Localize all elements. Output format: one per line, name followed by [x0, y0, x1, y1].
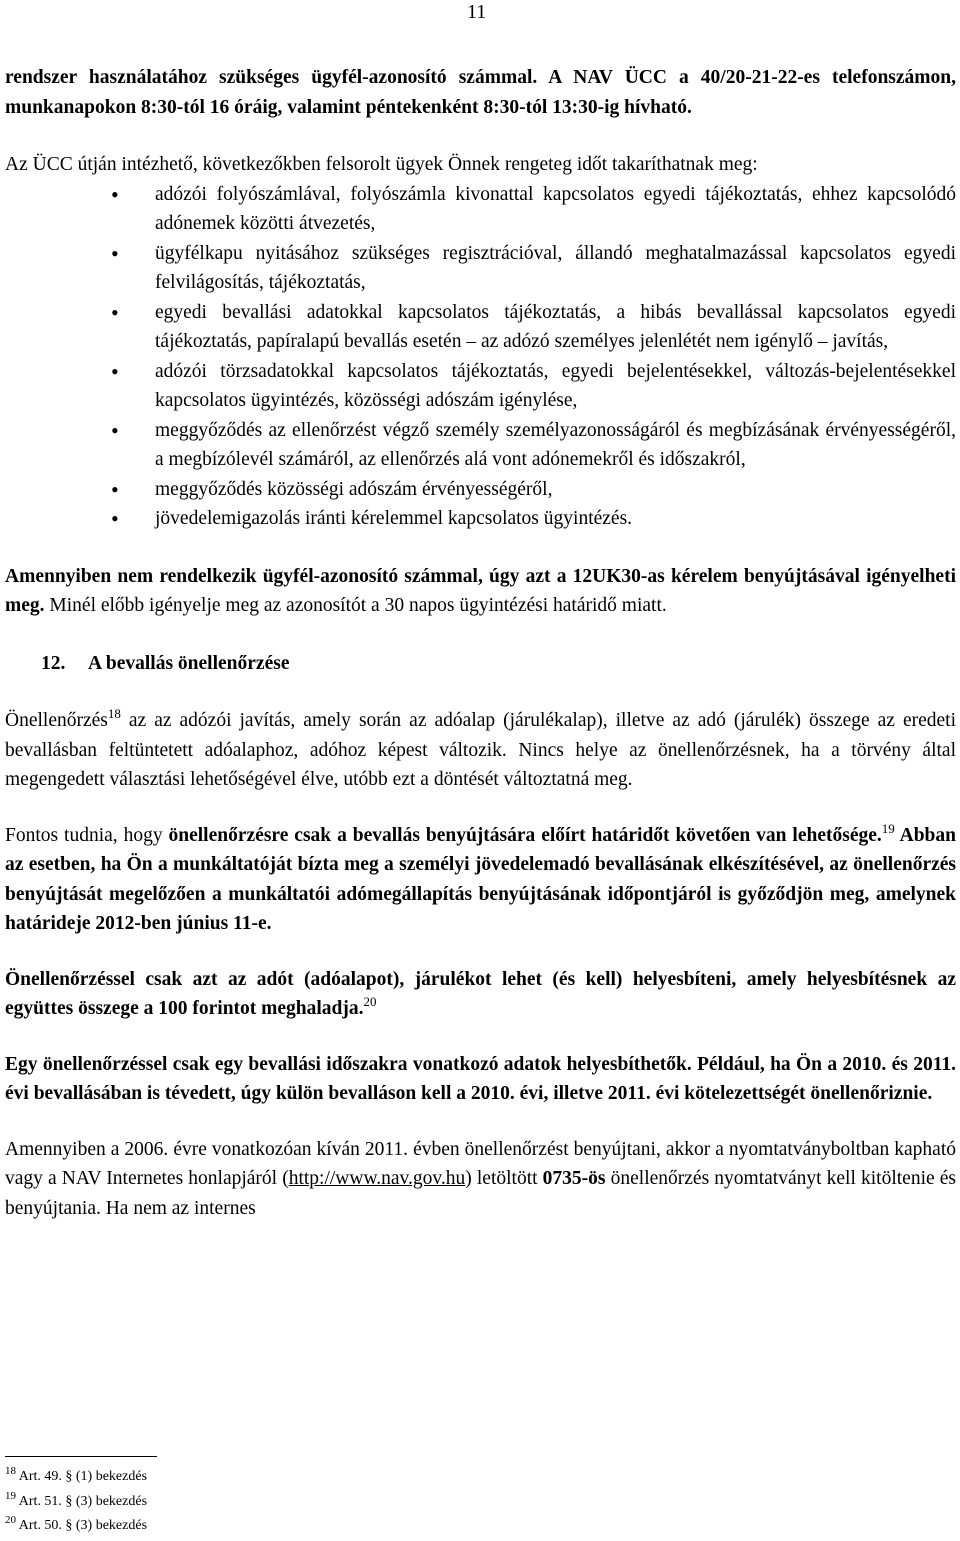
list-item: • ügyfélkapu nyitásához szükséges regisztrációval, állandó meghatalmazással kapcsolatos egyedi felvilágosítás, tájékoztatás, — [5, 239, 956, 298]
self-check-term: Önellenőrzés — [5, 710, 108, 731]
footnote-text: Art. 51. § (3) bekezdés — [18, 1493, 148, 1509]
list-item: • adózói folyószámlával, folyószámla kivonattal kapcsolatos egyedi tájékoztatás, ehhez kapcsolódó adónemek közötti átvezetés, — [5, 180, 956, 239]
page-number: 11 — [467, 1, 487, 23]
footnote-divider — [5, 1456, 157, 1457]
paragraph-ucc-contact — [5, 63, 956, 122]
footnote-18 — [5, 1465, 956, 1490]
paragraph-one-period — [5, 1050, 956, 1109]
client-id-normal: Minél előbb igényelje meg az azonosítót a 30 napos ügyintézési határidő miatt. — [44, 595, 667, 616]
section-heading — [5, 649, 956, 679]
ucc-services-list — [5, 180, 956, 534]
list-item: • meggyőződés az ellenőrzést végző személy személyazonosságáról és megbízásának érvényességéről, a megbízólevél számáról, az ellenőrzés alá vont adónemekről és időszakról, — [5, 416, 956, 475]
form-text-b: ) letöltött — [465, 1168, 543, 1189]
list-item: • jövedelemigazolás iránti kérelemmel kapcsolatos ügyintézés. — [5, 504, 956, 534]
deadline-bold-1: önellenőrzésre csak a bevallás benyújtására előírt határidőt követően van lehetősége. — [168, 824, 882, 846]
nav-website-link[interactable]: http://www.nav.gov.hu — [288, 1168, 466, 1189]
form-number-bold: 0735-ös — [542, 1168, 606, 1189]
section-number: 12. — [41, 652, 66, 674]
paragraph-self-check-definition — [5, 706, 956, 795]
form-text-c: önellenőrzés nyomtatványt kell kitöltenie és benyújtania. Ha nem az internes — [5, 1168, 956, 1219]
deadline-intro: Fontos tudnia, hogy — [5, 824, 169, 846]
paragraph-ucc-intro: Az ÜCC útján intézhető, következőkben felsorolt ügyek Önnek rengeteg időt takaríthatnak meg: — [5, 154, 758, 175]
form-text-a: Amennyiben a 2006. évre vonatkozóan kíván 2011. évben önellenőrzést benyújtani, akkor a nyomtatványboltban kapható vagy a NAV Internetes honlapjáról ( — [5, 1138, 956, 1189]
one-period-bold: Egy önellenőrzéssel csak egy bevallási időszakra vonatkozó adatok helyesbíthetők. Például, ha Ön a 2010. és 2011. évi bevallásában is tévedett, úgy külön bevalláson kell a 2010. évi, illetve 2011. évi kötelezettségét önellenőriznie. — [5, 1053, 956, 1104]
footnote-text: Art. 50. § (3) bekezdés — [18, 1518, 148, 1533]
paragraph-2006-form — [5, 1135, 956, 1224]
document-body — [5, 63, 956, 1223]
list-item: • meggyőződés közösségi adószám érvényességéről, — [5, 475, 956, 505]
paragraph-self-check-deadline — [5, 821, 956, 939]
section-title: A bevallás önellenőrzése — [88, 652, 290, 674]
footnote-number: 20 — [5, 1514, 16, 1526]
list-item: • egyedi bevallási adatokkal kapcsolatos tájékoztatás, a hibás bevallással kapcsolatos egyedi tájékoztatás, papíralapú bevallás esetén – az adózó személyes jelenlétét nem igénylő – javítás, — [5, 298, 956, 357]
deadline-bold-2: Abban az esetben, ha Ön a munkáltatóját bízta meg a személyi jövedelemadó bevallásának elkészítésével, az önellenőrzés benyújtását megelőzően a munkáltatói adómegállapítás benyújtásának időpontjáról is győződjön meg, amelynek határideje 2012-ben június 11-e. — [5, 824, 956, 934]
ucc-contact-text: rendszer használatához szükséges ügyfél-azonosító számmal. A NAV ÜCC a 40/20-21-22-es telefonszámon, munkanapokon 8:30-tól 16 óráig, valamint péntekenként 8:30-tól 13:30-ig hívható. — [5, 67, 956, 118]
footnote-ref-20[interactable]: 20 — [363, 994, 377, 1009]
footnote-number: 18 — [5, 1465, 16, 1477]
footnote-ref-18[interactable]: 18 — [107, 706, 121, 721]
paragraph-client-id — [5, 562, 956, 621]
footnote-text: Art. 49. § (1) bekezdés — [18, 1469, 148, 1484]
footnotes — [5, 1456, 956, 1539]
footnote-number: 19 — [5, 1489, 16, 1502]
threshold-bold: Önellenőrzéssel csak azt az adót (adóalapot), járulékot lehet (és kell) helyesbíteni, amely helyesbítésnek az együttes összege a 100 forintot meghaladja. — [5, 968, 956, 1019]
footnote-20 — [5, 1514, 956, 1539]
paragraph-self-check-threshold — [5, 965, 956, 1024]
footnote-19 — [5, 1490, 956, 1515]
footnote-ref-19[interactable]: 19 — [881, 820, 895, 836]
self-check-definition-text: az az adózói javítás, amely során az adóalap (járulékalap), illetve az adó (járulék) összege az eredeti bevallásban feltüntetett adóalaphoz, adóhoz képest változik. Nincs helye az önellenőrzésnek, ha a törvény által megengedett választási lehetőségével élve, utóbb ezt a döntését változtatná meg. — [5, 710, 956, 790]
list-item: • adózói törzsadatokkal kapcsolatos tájékoztatás, egyedi bejelentésekkel, változás-bejelentésekkel kapcsolatos ügyintézés, közösségi adószám igénylése, — [5, 357, 956, 416]
client-id-bold: Amennyiben nem rendelkezik ügyfél-azonosító számmal, úgy azt a 12UK30-as kérelem benyújtásával igényelheti meg. — [5, 565, 956, 616]
